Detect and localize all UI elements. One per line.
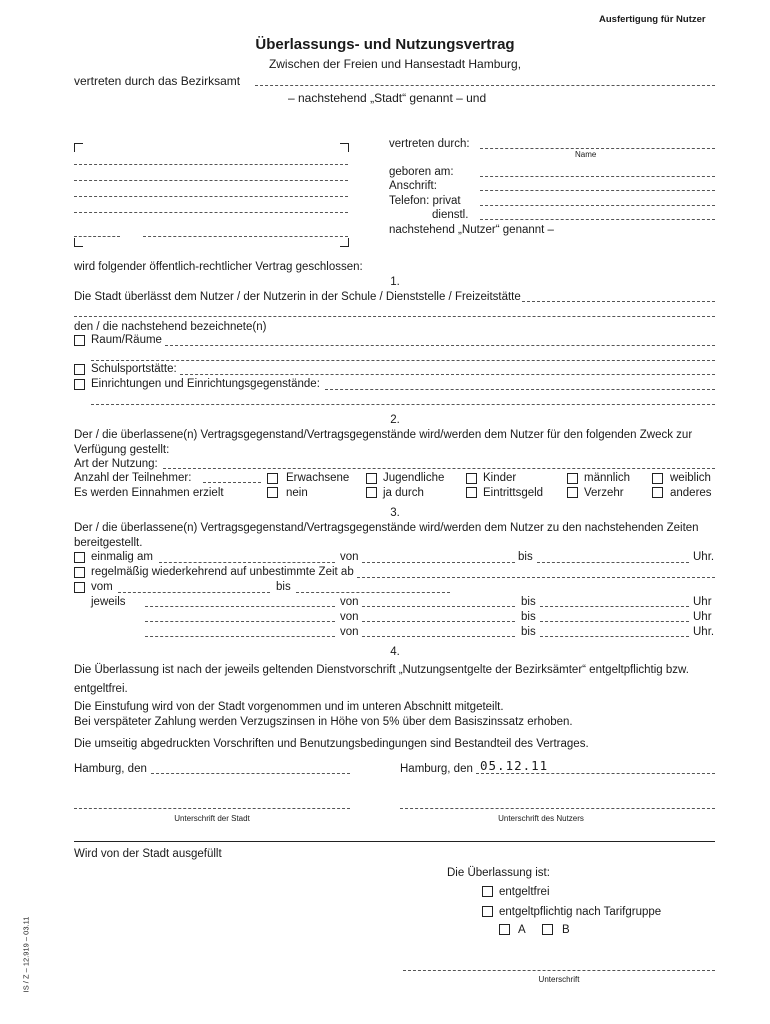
divider	[74, 841, 715, 842]
corner-mark	[340, 143, 349, 152]
section4-p2-2: Bei verspäteter Zahlung werden Verzugszinsen in Höhe von 5% über dem Basiszinssatz erhoben.	[74, 716, 573, 728]
ja-durch-label: ja durch	[383, 487, 424, 499]
von-label: von	[340, 551, 359, 563]
bezirksamt-field[interactable]	[255, 85, 715, 86]
von-label: von	[340, 596, 359, 608]
corner-mark	[74, 238, 83, 247]
einmalig-bis-field[interactable]	[537, 562, 689, 563]
weiblich-checkbox[interactable]	[652, 473, 663, 484]
vom-field[interactable]	[118, 592, 270, 593]
signature-nutzer-field[interactable]	[400, 808, 715, 809]
anderes-checkbox[interactable]	[652, 487, 663, 498]
anschrift-field[interactable]	[480, 190, 715, 191]
bis-label: bis	[521, 626, 536, 638]
art-field[interactable]	[163, 468, 715, 469]
telefon-dienstl-label: dienstl.	[432, 209, 469, 221]
form-id: IS / Z – 12.919 – 03.11	[21, 916, 31, 993]
kinder-label: Kinder	[483, 472, 517, 484]
intro-text: wird folgender öffentlich-rechtlicher Vertrag geschlossen:	[74, 261, 363, 273]
address-line[interactable]	[74, 164, 348, 165]
name-caption: Name	[575, 150, 597, 159]
telefon-privat-label: Telefon: privat	[389, 195, 461, 207]
corner-mark	[340, 238, 349, 247]
represented-label: vertreten durch das Bezirksamt	[74, 74, 241, 88]
vom-bis-field[interactable]	[296, 592, 450, 593]
bis-label: bis	[521, 611, 536, 623]
signature-final-caption: Unterschrift	[538, 975, 580, 984]
hamburg-den-left-label: Hamburg, den	[74, 763, 147, 775]
postcode-field[interactable]	[74, 236, 120, 237]
uhr-label: Uhr.	[693, 551, 715, 563]
section4-p1-2: entgeltfrei.	[74, 683, 128, 695]
den-die-text: den / die nachstehend bezeichnete(n)	[74, 321, 267, 333]
nein-label: nein	[286, 487, 308, 499]
stadt-section-heading: Wird von der Stadt ausgefüllt	[74, 848, 222, 860]
einmalig-label: einmalig am	[91, 551, 153, 563]
section4-number: 4.	[390, 646, 400, 658]
schulsport-label: Schulsportstätte:	[91, 363, 177, 375]
einrichtungen-label: Einrichtungen und Einrichtungsgegenstände:	[91, 378, 320, 390]
eintrittsgeld-label: Eintrittsgeld	[483, 487, 544, 499]
anzahl-field[interactable]	[203, 482, 261, 483]
vom-label: vom	[91, 581, 113, 593]
erwachsene-checkbox[interactable]	[267, 473, 278, 484]
signature-nutzer-caption: Unterschrift des Nutzers	[498, 814, 584, 823]
einrichtungen-checkbox[interactable]	[74, 379, 85, 390]
hamburg-den-right-label: Hamburg, den	[400, 763, 473, 775]
weiblich-label: weiblich	[670, 472, 711, 484]
copy-label: Ausfertigung für Nutzer	[599, 14, 706, 25]
tarif-a-checkbox[interactable]	[499, 924, 510, 935]
einnahmen-label: Es werden Einnahmen erzielt	[74, 487, 224, 499]
jugendliche-checkbox[interactable]	[366, 473, 377, 484]
section1-line[interactable]	[74, 316, 715, 317]
section3-text-2: bereitgestellt.	[74, 537, 143, 549]
stadt-note: – nachstehend „Stadt“ genannt – und	[288, 91, 487, 105]
tarif-b-checkbox[interactable]	[542, 924, 553, 935]
jeweils-von-field[interactable]	[362, 636, 515, 637]
maennlich-label: männlich	[584, 472, 631, 484]
verzehr-label: Verzehr	[584, 487, 624, 499]
tarif-b-label: B	[562, 924, 570, 936]
date-right-field[interactable]	[476, 773, 715, 774]
address-line[interactable]	[74, 212, 348, 213]
section4-p1-1: Die Überlassung ist nach der jeweils geltenden Dienstvorschrift „Nutzungsentgelte der Bezirksämter“ entgeltpflichtig bzw.	[74, 664, 689, 676]
entgeltfrei-checkbox[interactable]	[482, 886, 493, 897]
section2-text-1: Der / die überlassene(n) Vertragsgegenstand/Vertragsgegenstände wird/werden dem Nutzer für den folgenden Zweck zur	[74, 429, 693, 441]
einrichtungen-field[interactable]	[325, 389, 715, 390]
telefon-privat-field[interactable]	[480, 205, 715, 206]
bis-label: bis	[518, 551, 533, 563]
einrichtungen-line2[interactable]	[91, 404, 715, 405]
ueberlassung-label: Die Überlassung ist:	[447, 867, 550, 879]
signature-stadt-field[interactable]	[74, 808, 350, 809]
section2-number: 2.	[390, 414, 400, 426]
erwachsene-label: Erwachsene	[286, 472, 350, 484]
section1-number: 1.	[390, 276, 400, 288]
subtitle: Zwischen der Freien und Hansestadt Hamburg,	[268, 57, 522, 71]
section3-number: 3.	[390, 507, 400, 519]
page-title: Überlassungs- und Nutzungsvertrag	[255, 36, 515, 53]
signature-stadt-final-field[interactable]	[403, 970, 715, 971]
schulsport-checkbox[interactable]	[74, 364, 85, 375]
schulsport-field[interactable]	[180, 374, 715, 375]
geboren-label: geboren am:	[389, 166, 454, 178]
regelmaessig-checkbox[interactable]	[74, 567, 85, 578]
raum-checkbox[interactable]	[74, 335, 85, 346]
jeweils-von-field[interactable]	[362, 606, 515, 607]
date-value: 05.12.11	[480, 758, 549, 773]
jeweils-label: jeweils	[91, 596, 126, 608]
von-label: von	[340, 626, 359, 638]
city-field[interactable]	[143, 236, 348, 237]
section4-p2-1: Die Einstufung wird von der Stadt vorgenommen und im unteren Abschnitt mitgeteilt.	[74, 701, 504, 713]
section1-text: Die Stadt überlässt dem Nutzer / der Nutzerin in der Schule / Dienststelle / Freizeitstätte	[74, 291, 521, 303]
date-left-field[interactable]	[151, 773, 350, 774]
raum-label: Raum/Räume	[91, 334, 162, 346]
jeweils-bis-field[interactable]	[540, 621, 689, 622]
tarif-a-label: A	[518, 924, 526, 936]
kinder-checkbox[interactable]	[466, 473, 477, 484]
regelmaessig-field[interactable]	[357, 577, 715, 578]
jeweils-bis-field[interactable]	[540, 606, 689, 607]
jeweils-day-field[interactable]	[145, 621, 335, 622]
ja-durch-checkbox[interactable]	[366, 487, 377, 498]
einmalig-von-field[interactable]	[362, 562, 515, 563]
entgeltpflichtig-label: entgeltpflichtig nach Tarifgruppe	[499, 906, 662, 918]
address-line[interactable]	[74, 196, 348, 197]
jeweils-von-field[interactable]	[362, 621, 515, 622]
anschrift-label: Anschrift:	[389, 180, 437, 192]
verzehr-checkbox[interactable]	[567, 487, 578, 498]
geboren-field[interactable]	[480, 176, 715, 177]
vertreten-durch-label: vertreten durch:	[389, 138, 470, 150]
telefon-dienstl-field[interactable]	[480, 219, 715, 220]
bis-label: bis	[276, 581, 291, 593]
uhr-label: Uhr	[693, 611, 712, 623]
section4-p3: Die umseitig abgedruckten Vorschriften und Benutzungsbedingungen sind Bestandteil des Vertrages.	[74, 738, 589, 750]
raum-line2[interactable]	[91, 360, 715, 361]
nutzer-note: nachstehend „Nutzer“ genannt –	[389, 224, 554, 236]
corner-mark	[74, 143, 83, 152]
art-label: Art der Nutzung:	[74, 458, 158, 470]
vertreten-durch-field[interactable]	[480, 148, 715, 149]
entgeltpflichtig-checkbox[interactable]	[482, 906, 493, 917]
address-line[interactable]	[74, 180, 348, 181]
uhr-label: Uhr	[693, 596, 712, 608]
signature-stadt-caption: Unterschrift der Stadt	[174, 814, 250, 823]
raum-field[interactable]	[165, 345, 715, 346]
regelmaessig-label: regelmäßig wiederkehrend auf unbestimmte Zeit ab	[91, 566, 354, 578]
maennlich-checkbox[interactable]	[567, 473, 578, 484]
entgeltfrei-label: entgeltfrei	[499, 886, 550, 898]
jeweils-day-field[interactable]	[145, 636, 335, 637]
anderes-label: anderes	[670, 487, 712, 499]
jeweils-day-field[interactable]	[145, 606, 335, 607]
einmalig-checkbox[interactable]	[74, 552, 85, 563]
einmalig-date-field[interactable]	[159, 562, 335, 563]
section2-text-2: Verfügung gestellt:	[74, 444, 170, 456]
jeweils-bis-field[interactable]	[540, 636, 689, 637]
nein-checkbox[interactable]	[267, 487, 278, 498]
section3-text-1: Der / die überlassene(n) Vertragsgegenstand/Vertragsgegenstände wird/werden dem Nutzer zu den nachstehenden Zeiten	[74, 522, 699, 534]
anzahl-label: Anzahl der Teilnehmer:	[74, 472, 192, 484]
uhr-label: Uhr.	[693, 626, 715, 638]
von-label: von	[340, 611, 359, 623]
jugendliche-label: Jugendliche	[383, 472, 445, 484]
eintrittsgeld-checkbox[interactable]	[466, 487, 477, 498]
vom-checkbox[interactable]	[74, 582, 85, 593]
bis-label: bis	[521, 596, 536, 608]
freizeitstaette-field[interactable]	[522, 301, 715, 302]
